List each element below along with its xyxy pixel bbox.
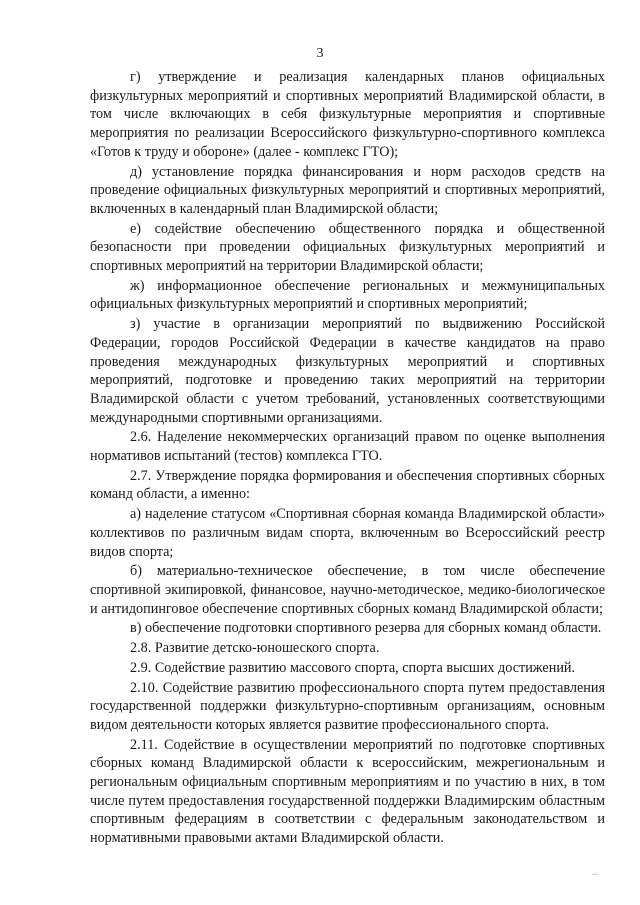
paragraph-2-8: 2.8. Развитие детско-юношеского спорта. bbox=[130, 640, 380, 657]
paragraph-2-7: 2.7. Утверждение порядка формирования и обеспечения спортивных сборных команд области, а именно: bbox=[90, 467, 605, 503]
scan-artifact-mark: ‸‸ bbox=[592, 866, 598, 875]
paragraph-2-9: 2.9. Содействие развитию массового спорта, спорта высших достижений. bbox=[130, 659, 576, 676]
paragraph-item-e: е) содействие обеспечению общественного порядка и общественной безопасности при проведении официальных физкультурных мероприятий и спортивных мероприятий на территории Владимирской области; bbox=[90, 220, 605, 275]
paragraph-item-a: а) наделение статусом «Спортивная сборная команда Владимирской области» коллективов по различным видам спорта, включенным во Всероссийский реестр видов спорта; bbox=[90, 506, 605, 560]
paragraph-item-b: б) материально-техническое обеспечение, в том числе обеспечение спортивной экипировкой, финансовое, научно-методическое, медико-биологическое и антидопинговое обеспечение спортивных сборных команд Владимирской области; bbox=[90, 563, 605, 617]
paragraph-2-11: 2.11. Содействие в осуществлении мероприятий по подготовке спортивных сборных команд Владимирской области к всероссийским, межрегиональным и региональным официальным спортивным мероприятиям и по участию в них, в том числе путем предоставления государственной поддержки Владимирским областным спортивным федерациям в соответствии с федеральным законодательством и нормативными правовыми актами Владимирской области. bbox=[90, 736, 605, 847]
paragraph-item-g: г) утверждение и реализация календарных планов официальных физкультурных мероприятий и спортивных мероприятий Владимирской области, в том числе включающих в себя физкультурные мероприятия и спортивные мероприятия по реализации Всероссийского физкультурно-спортивного комплекса «Готов к труду и обороне» (далее - комплекс ГТО); bbox=[90, 69, 605, 160]
page-number: 3 bbox=[316, 46, 324, 61]
paragraph-item-zh: ж) информационное обеспечение региональных и межмуниципальных официальных физкультурных мероприятий и спортивных мероприятий; bbox=[90, 277, 605, 313]
paragraph-item-d: д) установление порядка финансирования и норм расходов средств на проведение официальных физкультурных мероприятий и спортивных мероприятий, включенных в календарный план Владимирской области; bbox=[90, 163, 605, 217]
document-body bbox=[90, 68, 605, 848]
paragraph-2-6: 2.6. Наделение некоммерческих организаций правом по оценке выполнения нормативов испытаний (тестов) комплекса ГТО. bbox=[90, 429, 605, 465]
paragraph-item-z: з) участие в организации мероприятий по выдвижению Российской Федерации, городов Российской Федерации в качестве кандидатов на право проведения международных физкультурных мероприятий и спортивных мероприятий, подготовке и проведению таких мероприятий на территории Владимирской области с учетом требований, установленных соответствующими международными спортивными организациями. bbox=[90, 316, 605, 426]
paragraph-2-10: 2.10. Содействие развитию профессионального спорта путем предоставления государственной поддержки физкультурно-спортивным организациям, основным видом деятельности которых является развитие профессионального спорта. bbox=[90, 679, 605, 733]
paragraph-item-v: в) обеспечение подготовки спортивного резерва для сборных команд области. bbox=[130, 620, 602, 637]
